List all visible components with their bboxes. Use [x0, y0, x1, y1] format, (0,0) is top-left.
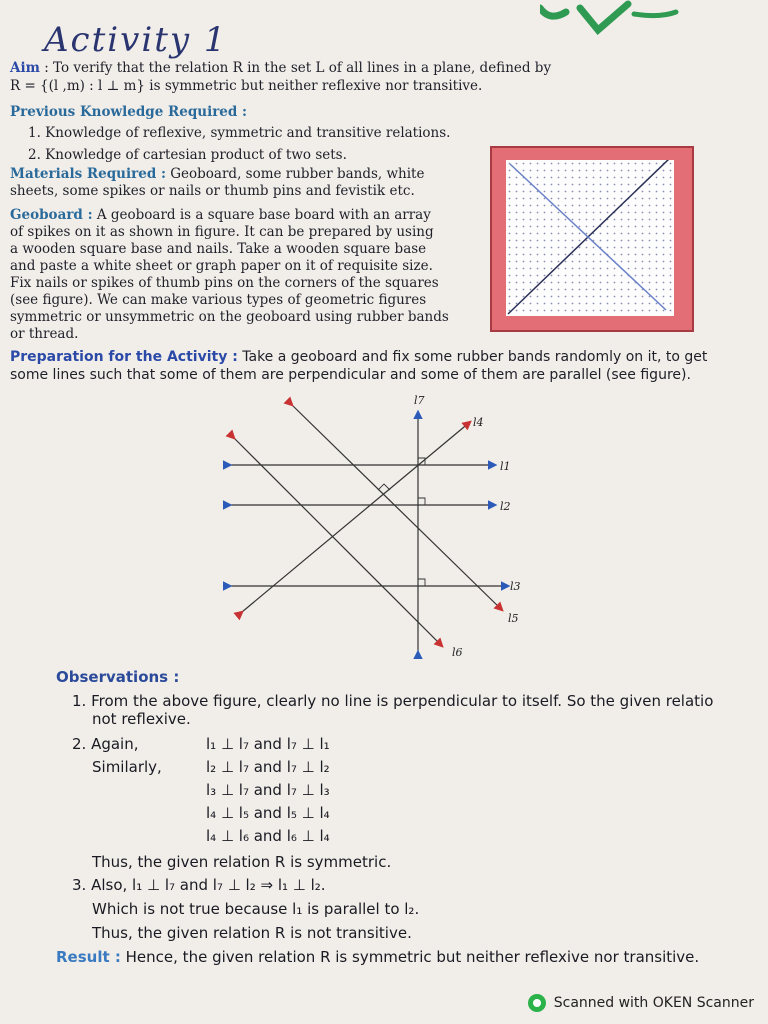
label-l1: l1	[500, 460, 511, 473]
result-section	[56, 946, 768, 969]
geoboard-line-3: and paste a white sheet or graph paper on it of requisite size.	[10, 258, 433, 274]
materials-text: Geoboard, some rubber bands, white	[170, 166, 425, 182]
relation-2: l₂ ⊥ l₇ and l₇ ⊥ l₂	[206, 758, 330, 776]
label-l4: l4	[473, 416, 484, 429]
label-l3: l3	[510, 580, 521, 593]
aim-label: Aim	[10, 60, 40, 76]
activity-title: Activity 1	[44, 20, 228, 60]
preparation-text: Take a geoboard and fix some rubber bands randomly on it, to get	[242, 349, 708, 365]
line-l5	[292, 405, 502, 610]
label-l2: l2	[500, 500, 511, 513]
observation-symmetric: Thus, the given relation R is symmetric.	[92, 853, 392, 871]
observations-heading: Observations :	[56, 668, 180, 686]
line-l4	[242, 422, 470, 612]
geoboard-grid	[506, 160, 674, 316]
geoboard-figure	[490, 146, 694, 332]
observation-2-similarly: Similarly,	[92, 758, 162, 776]
label-l5: l5	[508, 612, 519, 625]
knowledge-item-1: 1. Knowledge of reflexive, symmetric and transitive relations.	[28, 125, 451, 141]
relation-3: l₃ ⊥ l₇ and l₇ ⊥ l₃	[206, 781, 330, 799]
preparation-label: Preparation for the Activity :	[10, 349, 238, 365]
aim-text-line2: R = {(l ,m) : l ⊥ m} is symmetric but neither reflexive nor transitive.	[10, 78, 483, 94]
geoboard-line-2: a wooden square base and nails. Take a wooden square base	[10, 241, 427, 257]
oken-scanner-logo-icon	[528, 994, 546, 1012]
materials-text-line2: sheets, some spikes or nails or thumb pins and fevistik etc.	[10, 183, 415, 199]
right-angle-mark-3	[418, 579, 425, 586]
geoboard-line-4: Fix nails or spikes of thumb pins on the corners of the squares	[10, 275, 439, 291]
geoboard-line-0: A geoboard is a square base board with an array	[96, 207, 431, 223]
geoboard-label: Geoboard :	[10, 207, 93, 223]
geoboard-line-6: symmetric or unsymmetric on the geoboard using rubber bands	[10, 309, 449, 325]
geoboard-line-5: (see figure). We can make various types of geometric figures	[10, 292, 427, 308]
geoboard-grid-svg	[506, 160, 674, 316]
relation-5: l₄ ⊥ l₆ and l₆ ⊥ l₄	[206, 827, 330, 845]
observation-not-transitive: Thus, the given relation R is not transitive.	[92, 924, 412, 942]
label-l7: l7	[414, 394, 425, 407]
knowledge-item-2: 2. Knowledge of cartesian product of two sets.	[28, 147, 347, 163]
preparation-text-line2: some lines such that some of them are perpendicular and some of them are parallel (see figure).	[10, 367, 691, 383]
right-angle-mark-4	[378, 484, 390, 490]
scanner-watermark	[528, 994, 754, 1012]
lines-figure	[220, 390, 540, 670]
aim-section: Aim : To verify that the relation R in the set L of all lines in a plane, defined by	[10, 60, 552, 76]
preparation-section	[10, 348, 760, 366]
result-text: Hence, the given relation R is symmetric but neither reflexive nor transitive.	[125, 948, 700, 966]
label-l6: l6	[452, 646, 463, 659]
scanner-text: Scanned with OKEN Scanner	[553, 995, 754, 1011]
observation-1-line2: not reflexive.	[92, 710, 191, 728]
aim-text: To verify that the relation R in the set L of all lines in a plane, defined by	[53, 60, 552, 76]
observation-1-line1: 1. From the above figure, clearly no line is perpendicular to itself. So the given relatio	[72, 692, 714, 710]
relation-1: l₁ ⊥ l₇ and l₇ ⊥ l₁	[206, 735, 330, 753]
materials-label: Materials Required :	[10, 166, 166, 182]
observation-2-again: 2. Again,	[72, 735, 139, 753]
geoboard-section	[10, 207, 480, 224]
geoboard-line-7: or thread.	[10, 326, 79, 342]
observations-section	[56, 666, 179, 689]
previous-knowledge-heading: Previous Knowledge Required :	[10, 104, 248, 120]
materials-section	[10, 166, 480, 183]
green-checkmark-decoration	[540, 0, 740, 40]
observation-3: 3. Also, l₁ ⊥ l₇ and l₇ ⊥ l₂ ⇒ l₁ ⊥ l₂.	[72, 876, 326, 894]
geoboard-line-1: of spikes on it as shown in figure. It can be prepared by using	[10, 224, 434, 240]
relation-4: l₄ ⊥ l₅ and l₅ ⊥ l₄	[206, 804, 330, 822]
right-angle-mark-2	[418, 498, 425, 505]
observation-not-true: Which is not true because l₁ is parallel to l₂.	[92, 900, 420, 918]
line-l6	[234, 438, 442, 646]
result-label: Result :	[56, 948, 121, 966]
